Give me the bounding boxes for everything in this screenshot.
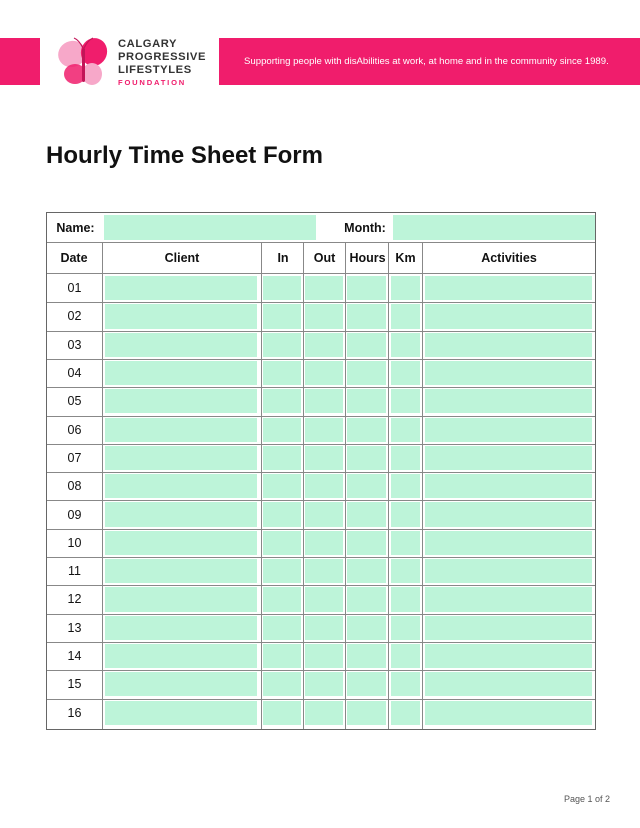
in-input[interactable] — [263, 418, 301, 442]
time-sheet-form — [46, 212, 596, 730]
km-input[interactable] — [391, 446, 420, 470]
brand-sub: FOUNDATION — [118, 78, 187, 87]
in-input[interactable] — [263, 276, 301, 300]
row-divider — [47, 670, 595, 671]
hours-input[interactable] — [347, 701, 386, 725]
hours-input[interactable] — [347, 304, 386, 328]
km-input[interactable] — [391, 389, 420, 413]
in-input[interactable] — [263, 502, 301, 526]
hours-input[interactable] — [347, 616, 386, 640]
in-input[interactable] — [263, 559, 301, 583]
km-input[interactable] — [391, 587, 420, 611]
date-label: 07 — [67, 450, 82, 465]
client-input[interactable] — [105, 644, 257, 668]
hours-input[interactable] — [347, 587, 386, 611]
date-label: 11 — [68, 564, 81, 579]
date-label: 10 — [67, 535, 82, 550]
km-input[interactable] — [391, 333, 420, 357]
out-input[interactable] — [305, 616, 343, 640]
in-input[interactable] — [263, 701, 301, 725]
hours-input[interactable] — [347, 389, 386, 413]
brand-line-3: LIFESTYLES — [118, 64, 192, 76]
activities-input[interactable] — [425, 333, 592, 357]
out-input[interactable] — [305, 446, 343, 470]
hours-input[interactable] — [347, 672, 386, 696]
in-input[interactable] — [263, 531, 301, 555]
in-input[interactable] — [263, 361, 301, 385]
row-divider — [47, 585, 595, 586]
client-input[interactable] — [105, 304, 257, 328]
activities-input[interactable] — [425, 474, 592, 498]
date-label: 06 — [67, 422, 82, 437]
divider — [261, 243, 262, 729]
out-input[interactable] — [305, 276, 343, 300]
name-input[interactable] — [104, 215, 316, 240]
hours-input[interactable] — [347, 361, 386, 385]
activities-input[interactable] — [425, 616, 592, 640]
col-header-activities: Activities — [481, 251, 537, 265]
activities-input[interactable] — [425, 418, 592, 442]
row-divider — [47, 500, 595, 501]
in-input[interactable] — [263, 446, 301, 470]
hours-input[interactable] — [347, 644, 386, 668]
out-input[interactable] — [305, 672, 343, 696]
row-divider — [47, 331, 595, 332]
hours-input[interactable] — [347, 446, 386, 470]
name-label: Name: — [56, 220, 95, 235]
date-label: 05 — [67, 394, 82, 409]
date-label: 02 — [67, 309, 82, 324]
in-input[interactable] — [263, 587, 301, 611]
activities-input[interactable] — [425, 389, 592, 413]
activities-input[interactable] — [425, 587, 592, 611]
in-input[interactable] — [263, 616, 301, 640]
out-input[interactable] — [305, 587, 343, 611]
activities-input[interactable] — [425, 502, 592, 526]
hours-input[interactable] — [347, 474, 386, 498]
out-input[interactable] — [305, 701, 343, 725]
km-input[interactable] — [391, 276, 420, 300]
km-input[interactable] — [391, 616, 420, 640]
activities-input[interactable] — [425, 644, 592, 668]
out-input[interactable] — [305, 474, 343, 498]
row-divider — [47, 387, 595, 388]
date-label: 03 — [67, 337, 82, 352]
month-input[interactable] — [393, 215, 595, 240]
client-input[interactable] — [105, 616, 257, 640]
client-input[interactable] — [105, 333, 257, 357]
client-input[interactable] — [105, 389, 257, 413]
date-label: 12 — [67, 592, 82, 607]
km-input[interactable] — [391, 559, 420, 583]
km-input[interactable] — [391, 418, 420, 442]
activities-input[interactable] — [425, 361, 592, 385]
activities-input[interactable] — [425, 531, 592, 555]
brand-line-1: CALGARY — [118, 38, 178, 50]
activities-input[interactable] — [425, 559, 592, 583]
in-input[interactable] — [263, 644, 301, 668]
col-header-hours: Hours — [349, 251, 386, 265]
col-header-date: Date — [60, 251, 88, 265]
out-input[interactable] — [305, 389, 343, 413]
km-input[interactable] — [391, 644, 420, 668]
date-label: 08 — [67, 479, 82, 494]
activities-input[interactable] — [425, 701, 592, 725]
activities-input[interactable] — [425, 276, 592, 300]
out-input[interactable] — [305, 502, 343, 526]
row-divider — [47, 614, 595, 615]
activities-input[interactable] — [425, 672, 592, 696]
date-label: 15 — [67, 677, 82, 692]
date-label: 14 — [67, 649, 82, 664]
header-bar-left — [0, 38, 40, 85]
col-header-out: Out — [313, 251, 336, 265]
out-input[interactable] — [305, 559, 343, 583]
activities-input[interactable] — [425, 304, 592, 328]
out-input[interactable] — [305, 304, 343, 328]
km-input[interactable] — [391, 701, 420, 725]
tagline: Supporting people with disAbilities at work, at home and in the community since 1989. — [244, 56, 609, 67]
date-label: 01 — [67, 281, 82, 296]
out-input[interactable] — [305, 531, 343, 555]
divider — [422, 243, 423, 729]
client-input[interactable] — [105, 672, 257, 696]
out-input[interactable] — [305, 418, 343, 442]
out-input[interactable] — [305, 644, 343, 668]
client-input[interactable] — [105, 701, 257, 725]
hours-input[interactable] — [347, 418, 386, 442]
date-label: 13 — [67, 620, 82, 635]
logo — [52, 36, 217, 88]
client-input[interactable] — [105, 587, 257, 611]
col-header-in: In — [277, 251, 289, 265]
row-divider — [47, 359, 595, 360]
page-number: Page 1 of 2 — [563, 794, 610, 804]
divider — [47, 273, 595, 274]
row-divider — [47, 529, 595, 530]
row-divider — [47, 642, 595, 643]
date-label: 04 — [67, 366, 82, 381]
row-divider — [47, 699, 595, 700]
client-input[interactable] — [105, 361, 257, 385]
km-input[interactable] — [391, 531, 420, 555]
in-input[interactable] — [263, 389, 301, 413]
month-label: Month: — [344, 220, 386, 235]
date-label: 16 — [67, 705, 82, 720]
in-input[interactable] — [263, 672, 301, 696]
row-divider — [47, 444, 595, 445]
client-input[interactable] — [105, 418, 257, 442]
header-bar — [219, 38, 640, 85]
date-label: 09 — [67, 507, 82, 522]
divider — [102, 243, 103, 729]
out-input[interactable] — [305, 361, 343, 385]
col-header-km: Km — [395, 251, 416, 265]
in-input[interactable] — [263, 474, 301, 498]
km-input[interactable] — [391, 304, 420, 328]
col-header-client: Client — [164, 251, 200, 265]
hours-input[interactable] — [347, 559, 386, 583]
km-input[interactable] — [391, 502, 420, 526]
in-input[interactable] — [263, 333, 301, 357]
activities-input[interactable] — [425, 446, 592, 470]
client-input[interactable] — [105, 276, 257, 300]
out-input[interactable] — [305, 333, 343, 357]
client-input[interactable] — [105, 502, 257, 526]
divider — [345, 243, 346, 729]
in-input[interactable] — [263, 304, 301, 328]
client-input[interactable] — [105, 559, 257, 583]
divider — [388, 243, 389, 729]
row-divider — [47, 416, 595, 417]
hours-input[interactable] — [347, 531, 386, 555]
client-input[interactable] — [105, 531, 257, 555]
client-input[interactable] — [105, 474, 257, 498]
row-divider — [47, 302, 595, 303]
km-input[interactable] — [391, 474, 420, 498]
km-input[interactable] — [391, 361, 420, 385]
km-input[interactable] — [391, 672, 420, 696]
divider — [303, 243, 304, 729]
butterfly-icon — [52, 36, 114, 90]
hours-input[interactable] — [347, 276, 386, 300]
hours-input[interactable] — [347, 502, 386, 526]
page-title: Hourly Time Sheet Form — [46, 142, 323, 169]
brand-line-2: PROGRESSIVE — [118, 51, 207, 63]
row-divider — [47, 557, 595, 558]
hours-input[interactable] — [347, 333, 386, 357]
row-divider — [47, 472, 595, 473]
client-input[interactable] — [105, 446, 257, 470]
